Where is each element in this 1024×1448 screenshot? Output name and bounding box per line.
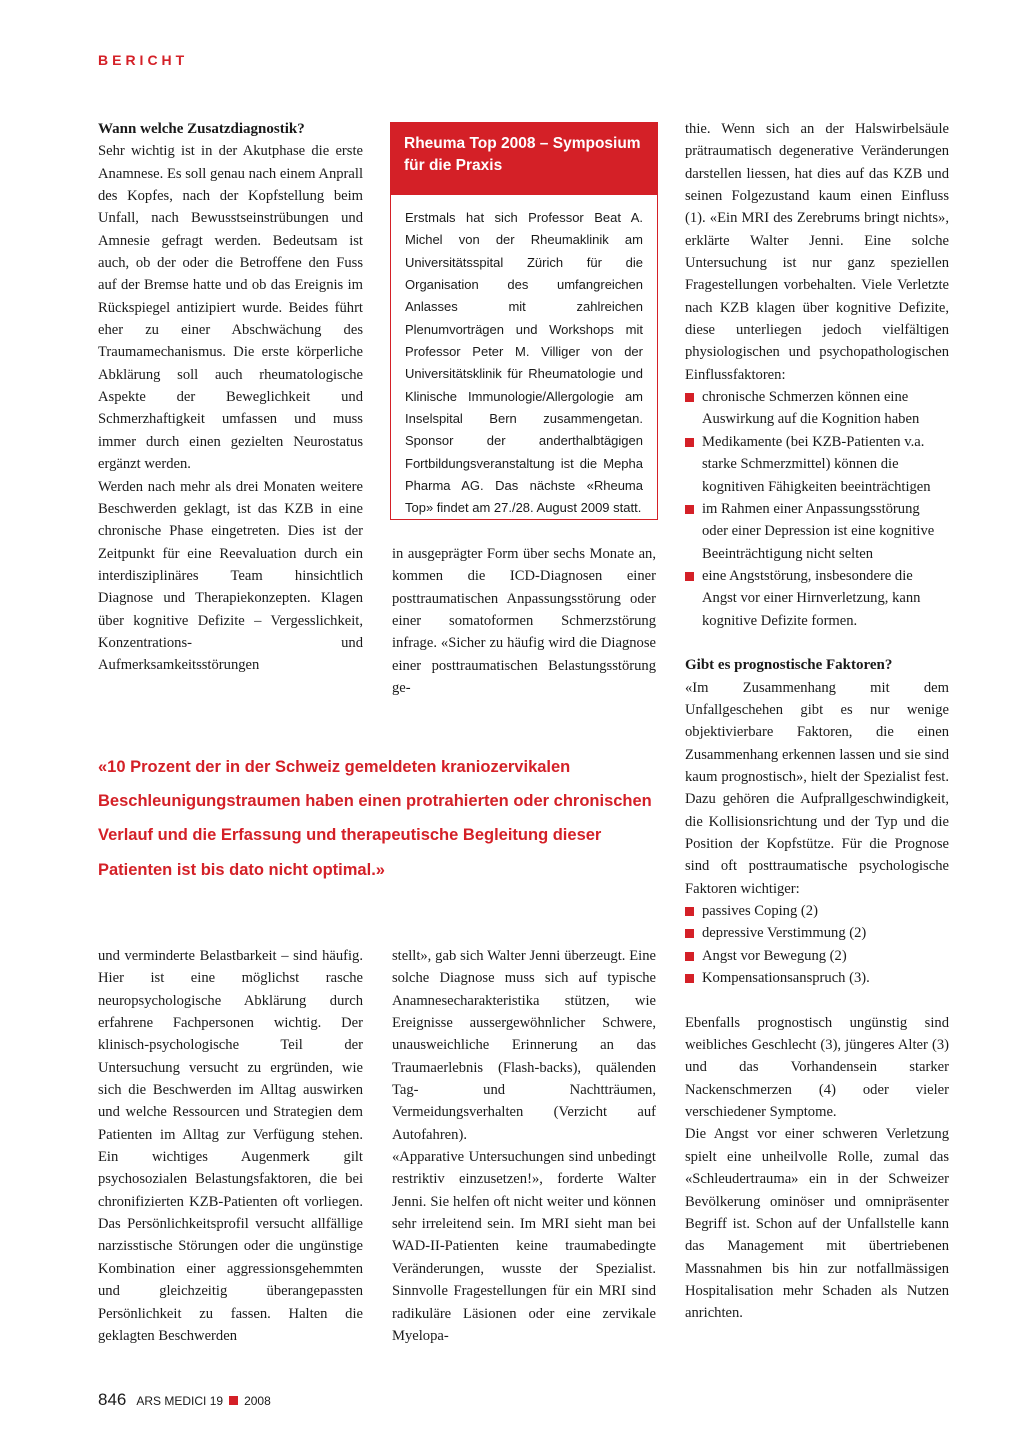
footer-square-icon bbox=[229, 1396, 238, 1405]
column-3 bbox=[685, 118, 949, 1325]
heading-zusatzdiagnostik: Wann welche Zusatzdiagnostik? bbox=[98, 121, 305, 137]
bullet-square-icon bbox=[685, 974, 694, 983]
column-1-bottom bbox=[98, 945, 363, 1347]
list-item-text: Kompensationsanspruch (3). bbox=[702, 970, 870, 987]
paragraph: Werden nach mehr als drei Monaten weitere Beschwerden geklagt, ist das KZB in eine chronische Phase eingetreten. Dies ist der Zeitpunkt für eine Reevaluation durch ein interdisziplinäres Team hinsichtlich Diagnose und Therapiekonzepten. Klagen über kognitive Defizite – Vergesslichkeit, Konzentrations- und Aufmerksamkeitsstörungen bbox=[98, 478, 363, 674]
bullet-list-prognostic-factors bbox=[685, 900, 949, 989]
column-1-top bbox=[98, 118, 363, 677]
journal-name: ARS MEDICI 19 bbox=[136, 1394, 224, 1408]
sidebar-box bbox=[390, 122, 658, 520]
list-item-text: depressive Verstimmung (2) bbox=[702, 925, 867, 942]
bullet-square-icon bbox=[685, 393, 694, 402]
section-label: BERICHT bbox=[98, 52, 189, 68]
list-item-text: eine Angststörung, insbesondere die Angst vor einer Hirnverletzung, kann kognitive Defizite formen. bbox=[702, 567, 921, 629]
paragraph: stellt», gab sich Walter Jenni überzeugt. Eine solche Diagnose muss sich auf typische Anamnesecharakteristika stützen, wie Ereignisse aussergewöhnlicher Schwere, unausweichliche Erinnerung an das Traumaerlebnis (Flash-backs), quälenden Tag- und Nachtträumen, Vermeidungsverhalten (Verzicht auf Autofahren). bbox=[392, 948, 656, 1143]
list-item bbox=[685, 900, 949, 922]
list-item-text: im Rahmen einer Anpassungsstörung oder einer Depression ist eine kognitive Beeinträchtigung nicht selten bbox=[702, 500, 935, 562]
list-item bbox=[685, 431, 949, 498]
paragraph: «Im Zusammenhang mit dem Unfallgeschehen gibt es nur wenige objektivierbare Faktoren, die einen Zusammenhang erkennen lassen und sie sind kaum prognostisch», hielt der Spezialist fest. Dazu gehören die Aufprallgeschwindigkeit, die Kollisionsrichtung und der Typ und die Position der Kopfstütze. Für die Prognose sind oft posttraumatische psychologische Faktoren wichtiger: bbox=[685, 679, 949, 897]
bullet-list-cognitive-factors bbox=[685, 386, 949, 632]
list-item-text: passives Coping (2) bbox=[702, 903, 818, 920]
column-2-top bbox=[392, 543, 656, 699]
bullet-square-icon bbox=[685, 438, 694, 447]
list-item-text: chronische Schmerzen können eine Auswirkung auf die Kognition haben bbox=[702, 389, 920, 428]
sidebar-box-title: Rheuma Top 2008 – Symposium für die Praxis bbox=[390, 123, 658, 195]
list-item-text: Medikamente (bei KZB-Patienten v.a. starke Schmerzmittel) können die kognitiven Fähigkeiten beeinträchtigen bbox=[702, 433, 931, 495]
heading-prognostische-faktoren: Gibt es prognostische Faktoren? bbox=[685, 657, 893, 674]
list-item bbox=[685, 922, 949, 944]
paragraph: Sehr wichtig ist in der Akutphase die erste Anamnese. Es soll genau nach einem Anprall des Kopfes, nach der Kopfstellung beim Unfall, nach Bewusstseinstrübungen und Amnesie gefragt werden. Bedeutsam ist auch, ob der oder die Betroffene den Fuss auf der Bremse hatte und ob das Ereignis im Rückspiegel antizipiert wurde. Beides führt eher zu einer Abschwächung des Traumamechanismus. Die erste körperliche Abklärung soll auch rheumatologische Aspekte der Beweglichkeit und Schmerzhaftigkeit umfassen und muss immer durch einen gezielten Neurostatus ergänzt werden. bbox=[98, 143, 363, 473]
paragraph: Die Angst vor einer schweren Verletzung spielt eine unheilvolle Rolle, zumal das «Schleudertrauma» ein in der Schweizer Bevölkerung ominöser und omnipräsenter Begriff ist. Schon auf der Unfallstelle kann das Management mit übertriebenen Massnahmen bis hin zur notfallmässigen Hospitalisation mehr Schaden als Nutzen anrichten. bbox=[685, 1126, 949, 1322]
journal-year: 2008 bbox=[244, 1394, 271, 1408]
list-item bbox=[685, 967, 949, 989]
paragraph: «Apparative Untersuchungen sind unbedingt restriktiv einzusetzen!», forderte Walter Jenni. Sie helfen oft nicht weiter und können sehr irreleitend sein. Im MRI sieht man bei WAD-II-Patienten keine traumabedingte Veränderungen, wusste der Spezialist. Sinnvolle Fragestellungen für ein MRI sind radikuläre Läsionen oder eine zervikale Myelopa- bbox=[392, 1149, 656, 1344]
column-2-bottom bbox=[392, 945, 656, 1347]
bullet-square-icon bbox=[685, 572, 694, 581]
paragraph: Ebenfalls prognostisch ungünstig sind weibliches Geschlecht (3), jüngeres Alter (3) und das Vorhandensein starker Nackenschmerzen (4) oder vieler verschiedener Symptome. bbox=[685, 1014, 949, 1121]
list-item bbox=[685, 498, 949, 565]
list-item bbox=[685, 945, 949, 967]
list-item bbox=[685, 565, 949, 632]
paragraph: und verminderte Belastbarkeit – sind häufig. Hier ist eine möglichst rasche neuropsychologische Abklärung durch erfahrene Fachpersonen wichtig. Der klinisch-psychologische Teil der Untersuchung versucht zu ergründen, wie sich die Beschwerden im Alltag auswirken und welche Ressourcen und Strategien dem Patienten im Alltag zur Verfügung stehen. Ein wichtiges Augenmerk gilt psychosozialen Belastungsfaktoren, die bei chronifizierten KZB-Patienten oft vorliegen. Das Persönlichkeitsprofil versucht allfällige narzisstische Störungen oder die ungünstige Kombination einer aggressionsgehemmten und gleichzeitig überangepassten Persönlichkeit zu fassen. Halten die geklagten Beschwerden bbox=[98, 948, 363, 1344]
list-item bbox=[685, 386, 949, 431]
bullet-square-icon bbox=[685, 907, 694, 916]
page-number: 846 bbox=[98, 1390, 127, 1409]
list-item-text: Angst vor Bewegung (2) bbox=[702, 947, 847, 964]
bullet-square-icon bbox=[685, 505, 694, 514]
bullet-square-icon bbox=[685, 929, 694, 938]
paragraph: thie. Wenn sich an der Halswirbelsäule prätraumatisch degenerative Veränderungen darstellen liessen, hat dies auf das KZB und seinen Folgezustand kaum einen Einfluss (1). «Ein MRI des Zerebrums bringt nichts», erklärte Walter Jenni. Eine solche Untersuchung ist nur ganz speziellen Fragestellungen vorbehalten. Viele Verletzte nach KZB klagen über kognitive Defizite, diese unterliegen jedoch vielfältigen physiologischen und psychopathologischen Einflussfaktoren: bbox=[685, 121, 949, 383]
pull-quote: «10 Prozent der in der Schweiz gemeldeten kraniozervikalen Beschleunigungstraumen haben einen protrahierten oder chronischen Verlauf und die Erfassung und therapeutische Begleitung dieser Patienten ist bis dato nicht optimal.» bbox=[98, 758, 652, 879]
paragraph: in ausgeprägter Form über sechs Monate an, kommen die ICD-Diagnosen einer posttraumatischen Anpassungsstörung oder einer somatoformen Schmerzstörung infrage. «Sicher zu häufig wird die Diagnose einer posttraumatischen Belastungsstörung ge- bbox=[392, 546, 656, 697]
bullet-square-icon bbox=[685, 952, 694, 961]
page-footer bbox=[98, 1390, 271, 1410]
sidebar-box-body: Erstmals hat sich Professor Beat A. Michel von der Rheumaklinik am Universitätsspital Zürich für die Organisation des umfangreichen Anlasses mit zahlreichen Plenumvorträgen und Workshops mit Professor Peter M. Villiger von der Universitätsklinik für Rheumatologie und Klinische Immunologie/Allergologie am Inselspital Bern zusammengetan. Sponsor der anderthalbtägigen Fortbildungsveranstaltung ist die Mepha Pharma AG. Das nächste «Rheuma Top» findet am 27./28. August 2009 statt. bbox=[405, 210, 643, 516]
